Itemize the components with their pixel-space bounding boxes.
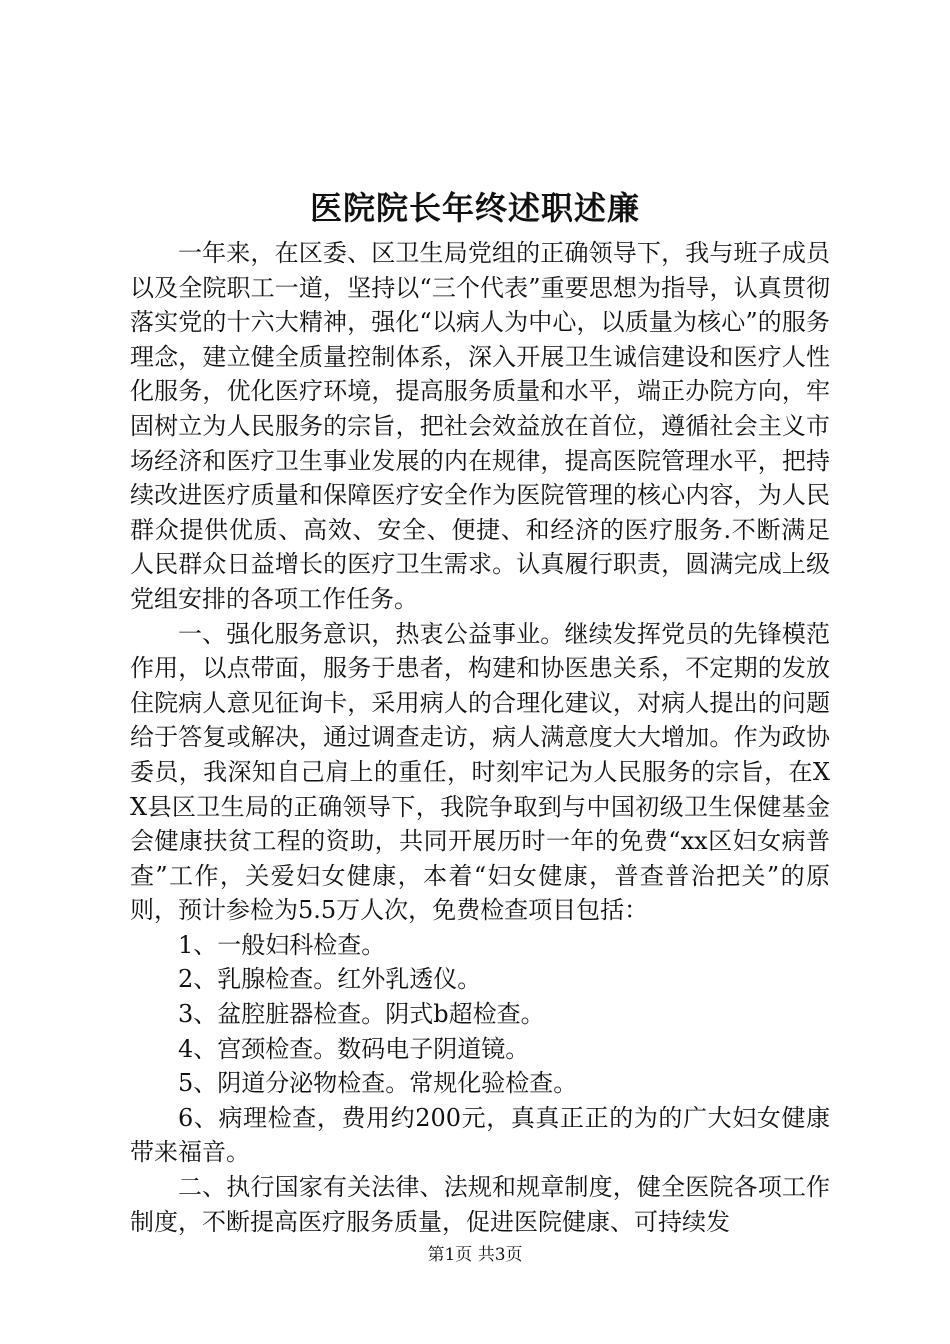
- list-item: 1、一般妇科检查。: [178, 930, 386, 959]
- list-item: 5、阴道分泌物检查。常规化验检查。: [178, 1069, 578, 1098]
- page-footer: 第1页 共3页: [427, 1245, 523, 1265]
- section-two-paragraph: 二、执行国家有关法律、法规和规章制度，健全医院各项工作制度，不断提高医疗服务质量，促进医院健康、可持续发: [130, 1173, 830, 1236]
- section-one-paragraph: 一、强化服务意识，热衷公益事业。继续发挥党员的先锋模范作用，以点带面，服务于患者，构建和协医患关系，不定期的发放住院病人意见征询卡，采用病人的合理化建议，对病人提出的问题给于答复或解决，通过调查走访，病人满意度大大增加。作为政协委员，我深知自己肩上的重任，时刻牢记为人民服务的宗旨，在XX县区卫生局的正确领导下，我院争取到与中国初级卫生保健基金会健康扶贫工程的资助，共同开展历时一年的免费“xx区妇女病普查”工作，关爱妇女健康，本着“妇女健康，普查普治把关”的原则，预计参检为5.5万人次，免费检查项目包括：: [130, 619, 830, 925]
- list-item: 2、乳腺检查。红外乳透仪。: [178, 965, 482, 994]
- list-item: 6、病理检查，费用约200元，真真正正的为的广大妇女健康带来福音。: [130, 1103, 830, 1167]
- document-body: [130, 236, 830, 1239]
- list-item: 3、盆腔脏器检查。阴式b超检查。: [178, 1000, 545, 1029]
- document-title: 医院院长年终述职述廉: [309, 189, 640, 227]
- list-item: 4、宫颈检查。数码电子阴道镜。: [178, 1034, 530, 1063]
- intro-paragraph: 一年来，在区委、区卫生局党组的正确领导下，我与班子成员以及全院职工一道，坚持以“三个代表”重要思想为指导，认真贯彻落实党的十六大精神，强化“以病人为中心，以质量为核心”的服务理念，建立健全质量控制体系，深入开展卫生诚信建设和医疗人性化服务，优化医疗环境，提高服务质量和水平，端正办院方向，牢固树立为人民服务的宗旨，把社会效益放在首位，遵循社会主义市场经济和医疗卫生事业发展的内在规律，提高医院管理水平，把持续改进医疗质量和保障医疗安全作为医院管理的核心内容，为人民群众提供优质、高效、安全、便捷、和经济的医疗服务.不断满足人民群众日益增长的医疗卫生需求。认真履行职责，圆满完成上级党组安排的各项工作任务。: [130, 239, 830, 613]
